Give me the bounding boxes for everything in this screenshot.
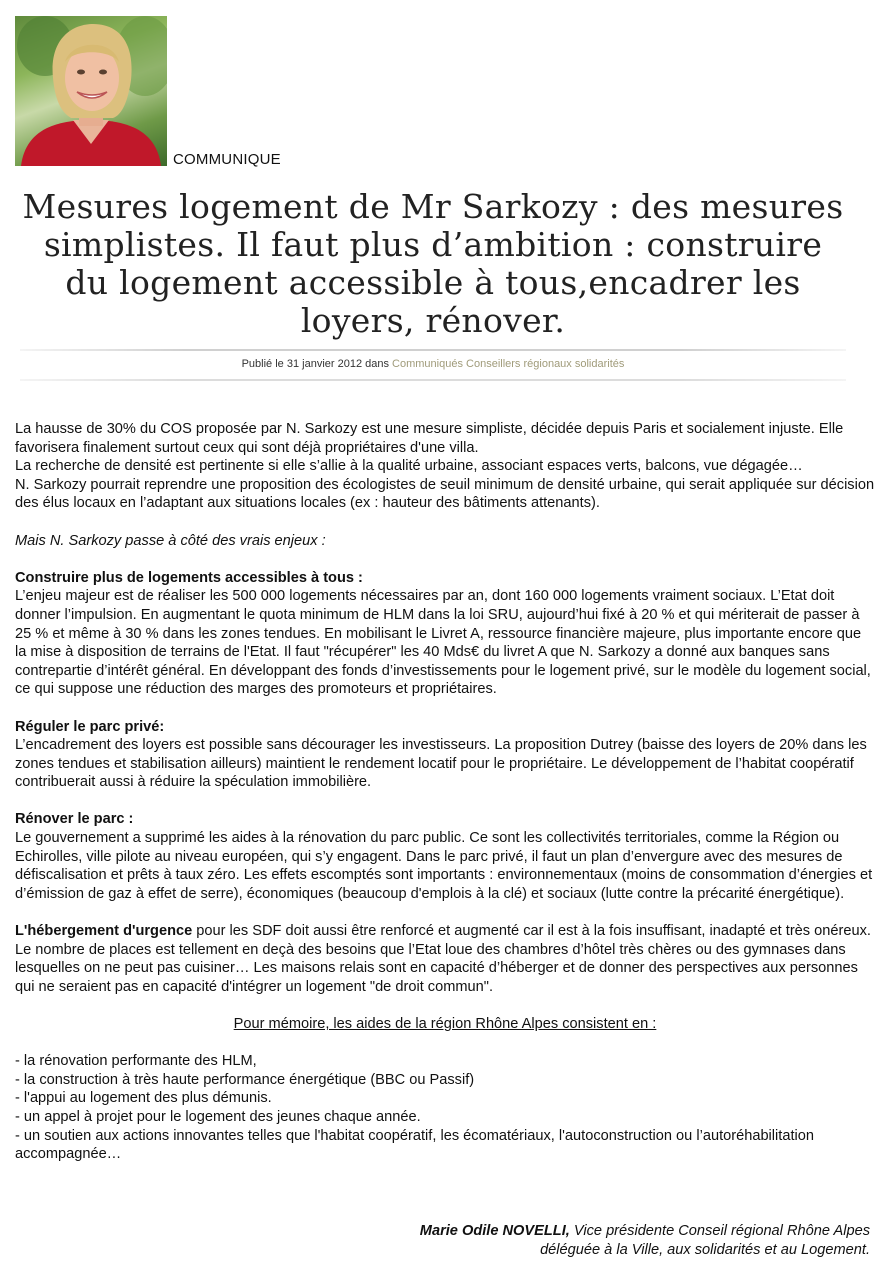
divider <box>20 349 846 351</box>
section-text: Le gouvernement a supprimé les aides à la rénovation du parc public. Ce sont les collectivités territoriales, comme la Région ou Echirolles, ville pilote au niveau européen, qui s’y engagent. Dans le parc privé, il faut un plan d’envergure avec des mesures de défiscalisation et prêts à taux zéro. Les effets escomptés sont importants : environnementaux (moins de consommation d’énergies et d’émission de gaz à effet de serre), économiques (beaucoup d'emplois à la clé) et sociaux (lutte contre la précarité énergétique). <box>15 830 873 902</box>
category-link[interactable]: Communiqués Conseillers régionaux solidarités <box>392 358 625 370</box>
memo-title: Pour mémoire, les aides de la région Rhône Alpes consistent en : <box>233 1016 657 1032</box>
section-text: L’encadrement des loyers est possible sans décourager les investisseurs. La proposition Dutrey (baisse des loyers de 20% dans les zones tendues et stabilisation ailleurs) maintient le rendement locatif pour le propriétaire. Le développement de l’habitat coopératif contribuerait aussi à réduire la spéculation immobilière. <box>15 737 867 791</box>
memo-item: - l'appui au logement des plus démunis. <box>15 1090 272 1107</box>
memo-item: - la construction à très haute performance énergétique (BBC ou Passif) <box>15 1071 475 1088</box>
memo-item: - un soutien aux actions innovantes telles que l'habitat coopératif, les écomatériaux, l'autoconstruction ou l’autoréhabilitation accompagnée… <box>15 1127 814 1163</box>
section-title: Réguler le parc privé: <box>15 718 165 735</box>
section-text: pour les SDF doit aussi être renforcé et augmenté car il est à la fois insuffisant, inadapté et très onéreux. Le nombre de places est tellement en deçà des besoins que l’Etat loue des chambres d’hôtel très chères ou des gymnases dans lesquelles on ne peut pas cuisiner… Les maisons relais sont en capacité d’héberger et de donner des perspectives aux personnes qui ne seraient pas en capacité d'intégrer un logement "de droit commun". <box>15 923 871 995</box>
section-text: L’enjeu majeur est de réaliser les 500 000 logements nécessaires par an, dont 160 000 logements vraiment sociaux. L’Etat doit donner l’impulsion. En augmentant le quota minimum de HLM dans la loi SRU, aujourd’hui fixé à 20 % et qui mériterait de passer à 25 % et même à 30 % dans les zones tendues. En mobilisant le Livret A, ressource financière majeure, plus importante encore que la mise à disposition de terrains de l'Etat. Il faut "récupérer" les 40 Mds€ du livret A que N. Sarkozy a donné aux banques sans contrepartie d’intérêt général. En développant des fonds d’investissements pour le logement privé, sur le modèle du logement social, ce qui suppose une réduction des marges des promoteurs et propriétaires. <box>15 588 871 698</box>
author-photo <box>15 16 167 166</box>
section-title: Rénover le parc : <box>15 811 134 828</box>
section-title: Construire plus de logements accessibles à tous : <box>15 569 363 586</box>
signatory-delegation: déléguée à la Ville, aux solidarités et au Logement. <box>540 1241 870 1258</box>
intro-paragraph: La recherche de densité est pertinente si elle s’allie à la qualité urbaine, associant espaces verts, balcons, vue dégagée… <box>15 458 803 475</box>
memo-item: - un appel à projet pour le logement des jeunes chaque année. <box>15 1108 421 1125</box>
emergency-paragraph <box>15 922 875 996</box>
article-header <box>18 180 848 385</box>
signatory-name: Marie Odile NOVELLI, <box>419 1223 570 1239</box>
communique-label: COMMUNIQUE <box>173 151 281 168</box>
headline: Mesures logement de Mr Sarkozy : des mesures simplistes. Il faut plus d’ambition : construire du logement accessible à tous,encadrer les loyers, rénover. <box>22 187 844 340</box>
publication-date: Publié le 31 janvier 2012 dans <box>241 358 393 370</box>
signature <box>420 1222 870 1259</box>
signatory-role: Vice présidente Conseil régional Rhône Alpes <box>569 1223 870 1239</box>
publication-line <box>18 358 848 370</box>
article-body <box>15 420 875 1164</box>
divider <box>20 379 846 381</box>
section-title: L'hébergement d'urgence <box>15 923 193 940</box>
intro-paragraph: La hausse de 30% du COS proposée par N. Sarkozy est une mesure simpliste, décidée depuis Paris et socialement injuste. Elle favorisera finalement surtout ceux qui sont déjà propriétaires d'une villa. <box>15 421 844 456</box>
intro-paragraph: N. Sarkozy pourrait reprendre une proposition des écologistes de seuil minimum de densité urbaine, qui serait appliquée sur décision des élus locaux en l’adaptant aux situations locales (ex : hauteur des bâtiments attenants). <box>15 476 875 512</box>
lead-sentence: Mais N. Sarkozy passe à côté des vrais enjeux : <box>15 532 326 549</box>
memo-item: - la rénovation performante des HLM, <box>15 1053 257 1070</box>
